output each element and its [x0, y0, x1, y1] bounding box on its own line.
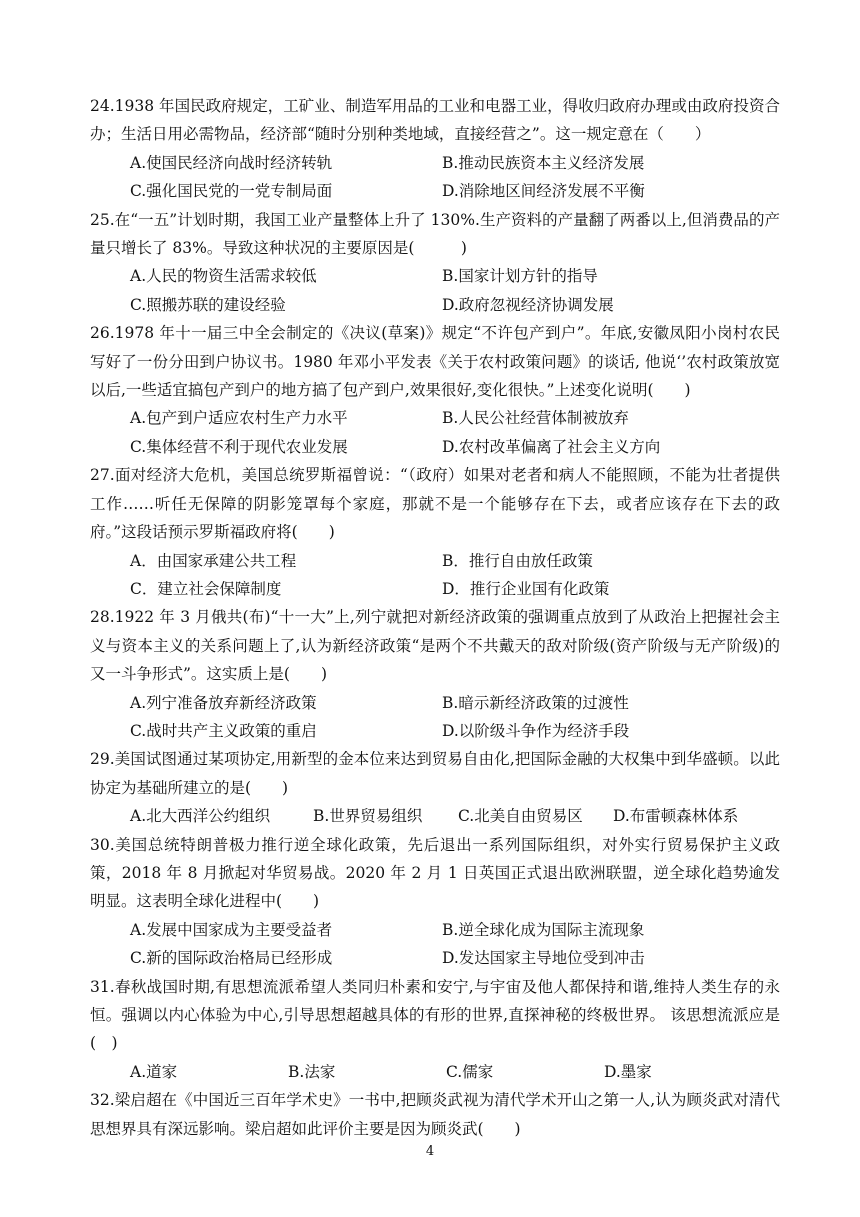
- question-26-stem: 26.1978 年十一届三中全会制定的《决议(草案)》规定“不许包产到户”。年底,安徽凤阳小岗村农民写好了一份分田到户协议书。1980 年邓小平发表《关于农村政策问题》的谈话, 他说‘’农村政策放宽以后,一些适宜搞包产到户的地方搞了包产到户,效果很好,变化很快。”上述变化说明( ): [90, 324, 780, 400]
- question-24-stem: 24.1938 年国民政府规定，工矿业、制造军用品的工业和电器工业，得收归政府办理或由政府投资合办；生活日用必需物品，经济部“随时分别种类地域，直接经营之”。这一规定意在（ ）: [90, 97, 780, 144]
- question-28-options: [90, 689, 780, 746]
- question-31-option-b: B.法家: [288, 1062, 336, 1081]
- question-24-option-a: A.使国民经济向战时经济转轨: [130, 153, 333, 172]
- question-28-option-d: D.以阶级斗争作为经济手段: [442, 721, 630, 740]
- question-27-option-c: C．建立社会保障制度: [130, 579, 282, 598]
- question-30-option-c: C.新的国际政治格局已经形成: [130, 949, 333, 968]
- question-31-option-c: C.儒家: [446, 1062, 494, 1081]
- question-27-option-b: B．推行自由放任政策: [442, 551, 593, 570]
- question-30-option-b: B.逆全球化成为国际主流现象: [442, 920, 645, 939]
- question-25-option-a: A.人民的物资生活需求较低: [130, 267, 317, 286]
- question-31-option-d: D.墨家: [604, 1062, 652, 1081]
- question-24-options: [90, 149, 780, 206]
- question-26-option-b: B.人民公社经营体制被放弃: [442, 409, 629, 428]
- question-31-options: [90, 1058, 780, 1086]
- question-25-option-c: C.照搬苏联的建设经验: [130, 295, 286, 314]
- question-26-options: [90, 404, 780, 461]
- question-26-option-a: A.包产到户适应农村生产力水平: [130, 409, 348, 428]
- question-27-stem: 27.面对经济大危机，美国总统罗斯福曾说：“（政府）如果对老者和病人不能照顾，不能为壮者提供工作……听任无保障的阴影笼罩每个家庭，那就不是一个能够存在下去，或者应该存在下去的政府。”这段话预示罗斯福政府将( ): [90, 466, 780, 542]
- question-24-option-b: B.推动民族资本主义经济发展: [442, 153, 645, 172]
- question-28-option-b: B.暗示新经济政策的过渡性: [442, 693, 629, 712]
- question-29-option-d: D.布雷顿森林体系: [613, 807, 739, 826]
- question-26-option-c: C.集体经营不利于现代农业发展: [130, 437, 348, 456]
- question-29-options: [90, 802, 780, 830]
- page-number: 4: [425, 1144, 435, 1159]
- question-24-option-d: D.消除地区间经济发展不平衡: [442, 182, 645, 201]
- question-27-option-a: A．由国家承建公共工程: [130, 551, 297, 570]
- question-29-option-b: B.世界贸易组织: [313, 807, 423, 826]
- question-31-stem: 31.春秋战国时期,有思想流派希望人类同归朴素和安宁,与宇宙及他人都保持和谐,维持人类生存的永恒。强调以内心体验为中心,引导思想超越具体的有形的世界,直探神秘的终极世界。 该思想流派应是( ): [90, 977, 780, 1053]
- question-29-stem: 29.美国试图通过某项协定,用新型的金本位来达到贸易自由化,把国际金融的大权集中到华盛顿。以此协定为基础所建立的是( ): [90, 750, 780, 797]
- question-25-option-b: B.国家计划方针的指导: [442, 267, 598, 286]
- question-25-option-d: D.政府忽视经济协调发展: [442, 295, 614, 314]
- question-29-option-a: A.北大西洋公约组织: [130, 807, 271, 826]
- question-30-stem: 30.美国总统特朗普极力推行逆全球化政策，先后退出一系列国际组织，对外实行贸易保护主义政策，2018 年 8 月掀起对华贸易战。2020 年 2 月 1 日英国正式退出欧洲联盟，逆全球化趋势逾发明显。这表明全球化进程中( ): [90, 835, 780, 911]
- question-26-option-d: D.农村改革偏离了社会主义方向: [442, 437, 661, 456]
- question-28-option-c: C.战时共产主义政策的重启: [130, 721, 317, 740]
- question-25-options: [90, 262, 780, 319]
- question-25-stem: 25.在“一五”计划时期，我国工业产量整体上升了 130%.生产资料的产量翻了两番以上,但消费品的产量只增长了 83%。导致这种状况的主要原因是( ): [90, 210, 780, 258]
- question-32-stem: 32.梁启超在《中国近三百年学术史》一书中,把顾炎武视为清代学术开山之第一人,认为顾炎武对清代思想界具有深远影响。梁启超如此评价主要是因为顾炎武( ): [90, 1091, 780, 1138]
- question-31-option-a: A.道家: [130, 1062, 178, 1081]
- question-28-option-a: A.列宁准备放弃新经济政策: [130, 693, 317, 712]
- question-30-options: [90, 916, 780, 973]
- question-27-option-d: D．推行企业国有化政策: [442, 579, 610, 598]
- question-30-option-a: A.发展中国家成为主要受益者: [130, 920, 333, 939]
- exam-page: [90, 92, 780, 1143]
- question-28-stem: 28.1922 年 3 月俄共(布)“十一大”上,列宁就把对新经济政策的强调重点放到了从政治上把握社会主义与资本主义的关系问题上了,认为新经济政策“是两个不共戴天的敌对阶级(资产阶级与无产阶级)的又一斗争形式”。这实质上是( ): [90, 608, 780, 684]
- question-29-option-c: C.北美自由贸易区: [458, 807, 583, 826]
- question-27-options: [90, 547, 780, 604]
- question-24-option-c: C.强化国民党的一党专制局面: [130, 182, 333, 201]
- question-30-option-d: D.发达国家主导地位受到冲击: [442, 949, 645, 968]
